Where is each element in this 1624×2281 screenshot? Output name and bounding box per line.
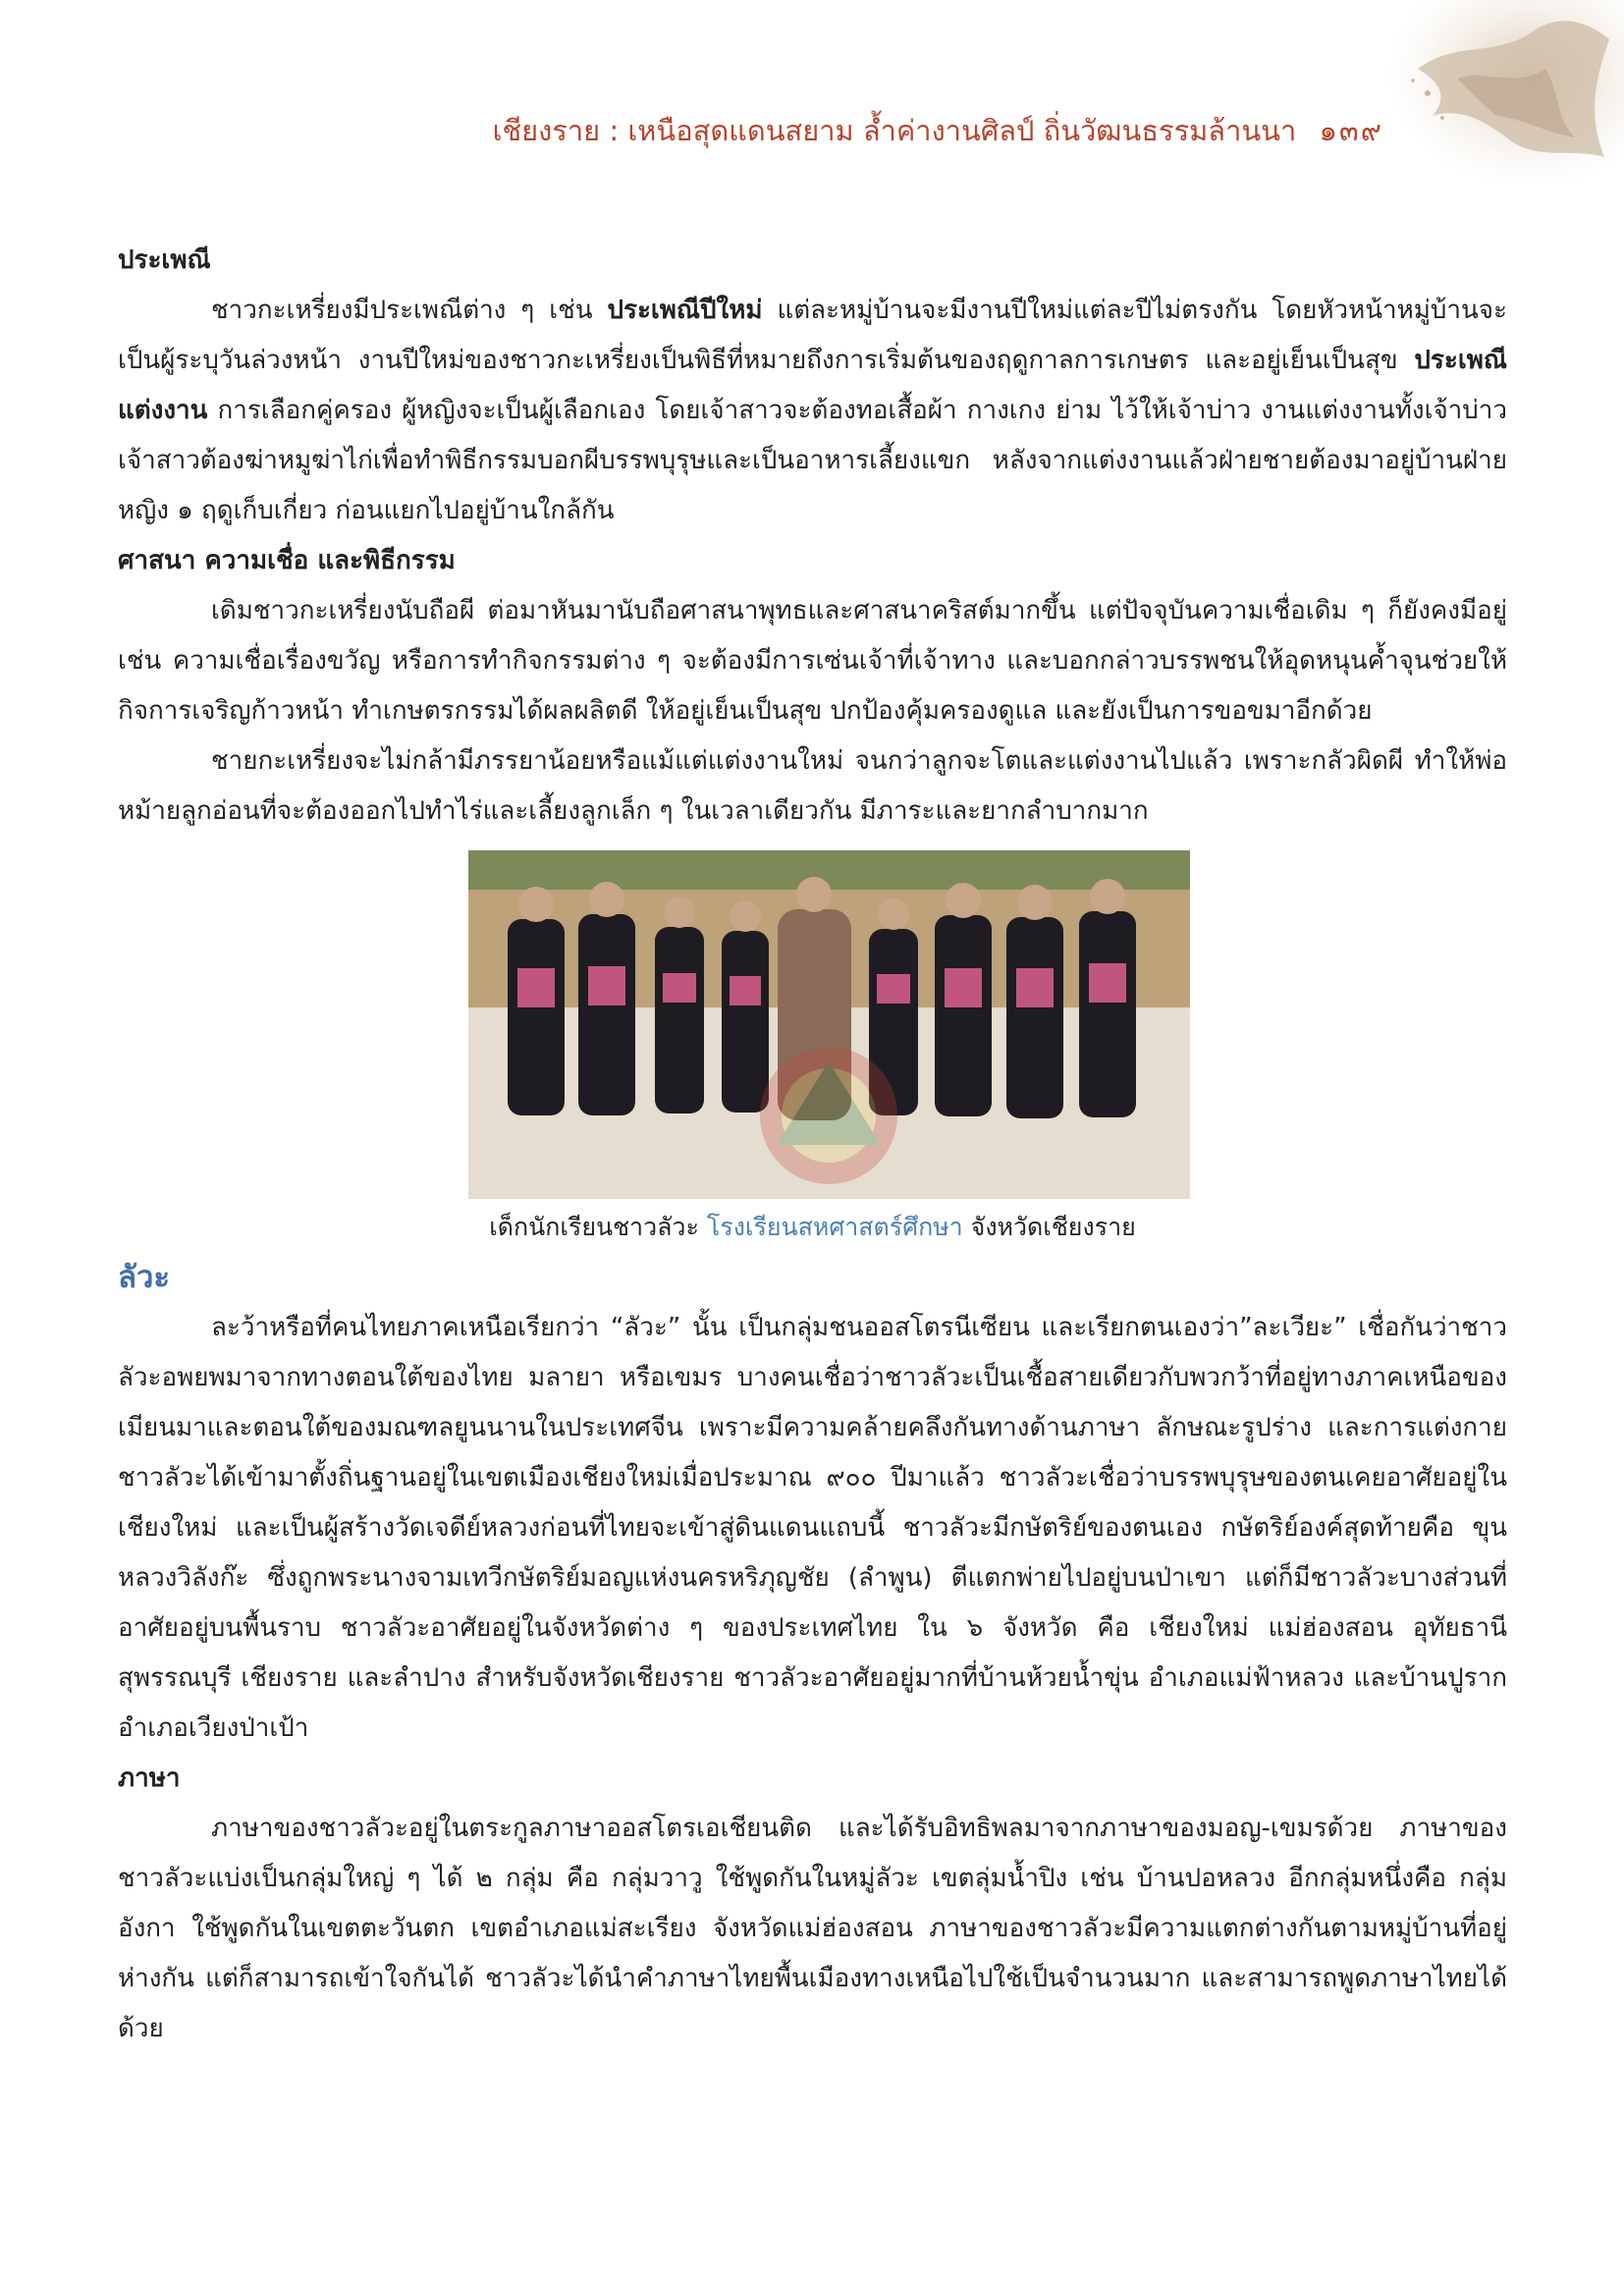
page-body <box>118 236 1507 2054</box>
caption-text: เด็กนักเรียนชาวลัวะ <box>489 1213 707 1241</box>
figure <box>118 850 1507 1241</box>
bold-term: ประเพณีปีใหม่ <box>607 296 763 325</box>
religion-paragraph-1: เดิมชาวกะเหรี่ยงนับถือผี ต่อมาหันมานับถือศาสนาพุทธและศาสนาคริสต์มากขึ้น แต่ปัจจุบันความเชื่อเดิม ๆ ก็ยังคงมีอยู่ เช่น ความเชื่อเรื่องขวัญ หรือการทำกิจกรรมต่าง ๆ จะต้องมีการเซ่นเจ้าที่เจ้าทาง และบอกกล่าวบรรพชนให้อุดหนุนค้ำจุนช่วยให้กิจการเจริญก้าวหน้า ทำเกษตรกรรมได้ผลผลิตดี ให้อยู่เย็นเป็นสุข ปกป้องคุ้มครองดูแล และยังเป็นการขอขมาอีกด้วย <box>118 596 1507 726</box>
tradition-paragraph <box>118 286 1507 536</box>
religion-heading: ศาสนา ความเชื่อ และพิธีกรรม <box>118 546 456 575</box>
lua-paragraph: ละว้าหรือที่คนไทยภาคเหนือเรียกว่า “ลัวะ” นั้น เป็นกลุ่มชนออสโตรนีเซียน และเรียกตนเองว่า”ละเวียะ” เชื่อกันว่าชาวลัวะอพยพมาจากทางตอนใต้ของไทย มลายา หรือเขมร บางคนเชื่อว่าชาวลัวะเป็นเชื้อสายเดียวกับพวกว้าที่อยู่ทางภาคเหนือของเมียนมาและตอนใต้ของมณฑลยูนนานในประเทศจีน เพราะมีความคล้ายคลึงกันทางด้านภาษา ลักษณะรูปร่าง และการแต่งกาย ชาวลัวะได้เข้ามาตั้งถิ่นฐานอยู่ในเขตเมืองเชียงใหม่เมื่อประมาณ ๙๐๐ ปีมาแล้ว ชาวลัวะเชื่อว่าบรรพบุรุษของตนเคยอาศัยอยู่ในเชียงใหม่ และเป็นผู้สร้างวัดเจดีย์หลวงก่อนที่ไทยจะเข้าสู่ดินแดนแถบนี้ ชาวลัวะมีกษัตริย์ของตนเอง กษัตริย์องค์สุดท้ายคือ ขุนหลวงวิลังก๊ะ ซึ่งถูกพระนางจามเทวีกษัตริย์มอญแห่งนครหริภุญชัย (ลำพูน) ตีแตกพ่ายไปอยู่บนป่าเขา แต่ก็มีชาวลัวะบางส่วนที่อาศัยอยู่บนพื้นราบ ชาวลัวะอาศัยอยู่ในจังหวัดต่าง ๆ ของประเทศไทย ใน ๖ จังหวัด คือ เชียงใหม่ แม่ฮ่องสอน อุทัยธานี สุพรรณบุรี เชียงราย และลำปาง สำหรับจังหวัดเชียงราย ชาวลัวะอาศัยอยู่มากที่บ้านห้วยน้ำขุ่น อำเภอแม่ฟ้าหลวง และบ้านปูราก อำเภอเวียงป่าเป้า <box>118 1313 1507 1743</box>
page-number: ๑๓๙ <box>1319 114 1383 147</box>
corner-ornament-icon <box>1388 0 1624 187</box>
text-run: การเลือกคู่ครอง ผู้หญิงจะเป็นผู้เลือกเอง โดยเจ้าสาวจะต้องทอเสื้อผ้า กางเกง ย่าม ไว้ให้เจ้าบ่าว งานแต่งงานทั้งเจ้าบ่าวเจ้าสาวต้องฆ่าหมูฆ่าไก่เพื่อทำพิธีกรรมบอกผีบรรพบุรุษและเป็นอาหารเลี้ยงแขก หลังจากแต่งงานแล้วฝ่ายชายต้องมาอยู่บ้านฝ่ายหญิง ๑ ฤดูเก็บเกี่ยว ก่อนแยกไปอยู่บ้านใกล้กัน <box>118 396 1507 525</box>
tradition-heading: ประเพณี <box>118 245 211 275</box>
text-run: แต่ละหมู่บ้านจะมีงานปีใหม่แต่ละปีไม่ตรงกัน โดยหัวหน้าหมู่บ้านจะเป็นผู้ระบุวันล่วงหน้า งานปีใหม่ของชาวกะเหรี่ยงเป็นพิธีที่หมายถึงการเริ่มต้นของฤดูกาลการเกษตร และอยู่เย็นเป็นสุข <box>118 296 1507 375</box>
caption-school-name: โรงเรียนสหศาสตร์ศึกษา <box>706 1213 963 1241</box>
students-photo <box>468 850 1190 1199</box>
language-paragraph: ภาษาของชาวลัวะอยู่ในตระกูลภาษาออสโตรเอเชียนติด และได้รับอิทธิพลมาจากภาษาของมอญ-เขมรด้วย ภาษาของชาวลัวะแบ่งเป็นกลุ่มใหญ่ ๆ ได้ ๒ กลุ่ม คือ กลุ่มวาวู ใช้พูดกันในหมู่ลัวะ เขตลุ่มน้ำปิง เช่น บ้านปอหลวง อีกกลุ่มหนึ่งคือ กลุ่มอังกา ใช้พูดกันในเขตตะวันตก เขตอำเภอแม่สะเรียง จังหวัดแม่ฮ่องสอน ภาษาของชาวลัวะมีความแตกต่างกันตามหมู่บ้านที่อยู่ห่างกัน แต่ก็สามารถเข้าใจกันได้ ชาวลัวะได้นำคำภาษาไทยพื้นเมืองทางเหนือไปใช้เป็นจำนวนมาก และสามารถพูดภาษาไทยได้ด้วย <box>118 1814 1507 2043</box>
running-head <box>493 108 1383 153</box>
figure-caption <box>118 1208 1507 1247</box>
text-run: ชาวกะเหรี่ยงมีประเพณีต่าง ๆ เช่น <box>211 296 608 325</box>
language-heading: ภาษา <box>118 1764 181 1793</box>
lua-section-title: ลัวะ <box>118 1260 171 1295</box>
bold-term: ประเพณีแต่งงาน <box>118 346 1507 425</box>
caption-text: จังหวัดเชียงราย <box>962 1213 1136 1241</box>
religion-paragraph-2: ชายกะเหรี่ยงจะไม่กล้ามีภรรยาน้อยหรือแม้แต่แต่งงานใหม่ จนกว่าลูกจะโตและแต่งงานไปแล้ว เพราะกลัวผิดผี ทำให้พ่อหม้ายลูกอ่อนที่จะต้องออกไปทำไร่และเลี้ยงลูกเล็ก ๆ ในเวลาเดียวกัน มีภาระและยากลำบากมาก <box>118 746 1507 826</box>
running-title: เชียงราย : เหนือสุดแดนสยาม ล้ำค่างานศิลป์ ถิ่นวัฒนธรรมล้านนา <box>492 114 1297 147</box>
